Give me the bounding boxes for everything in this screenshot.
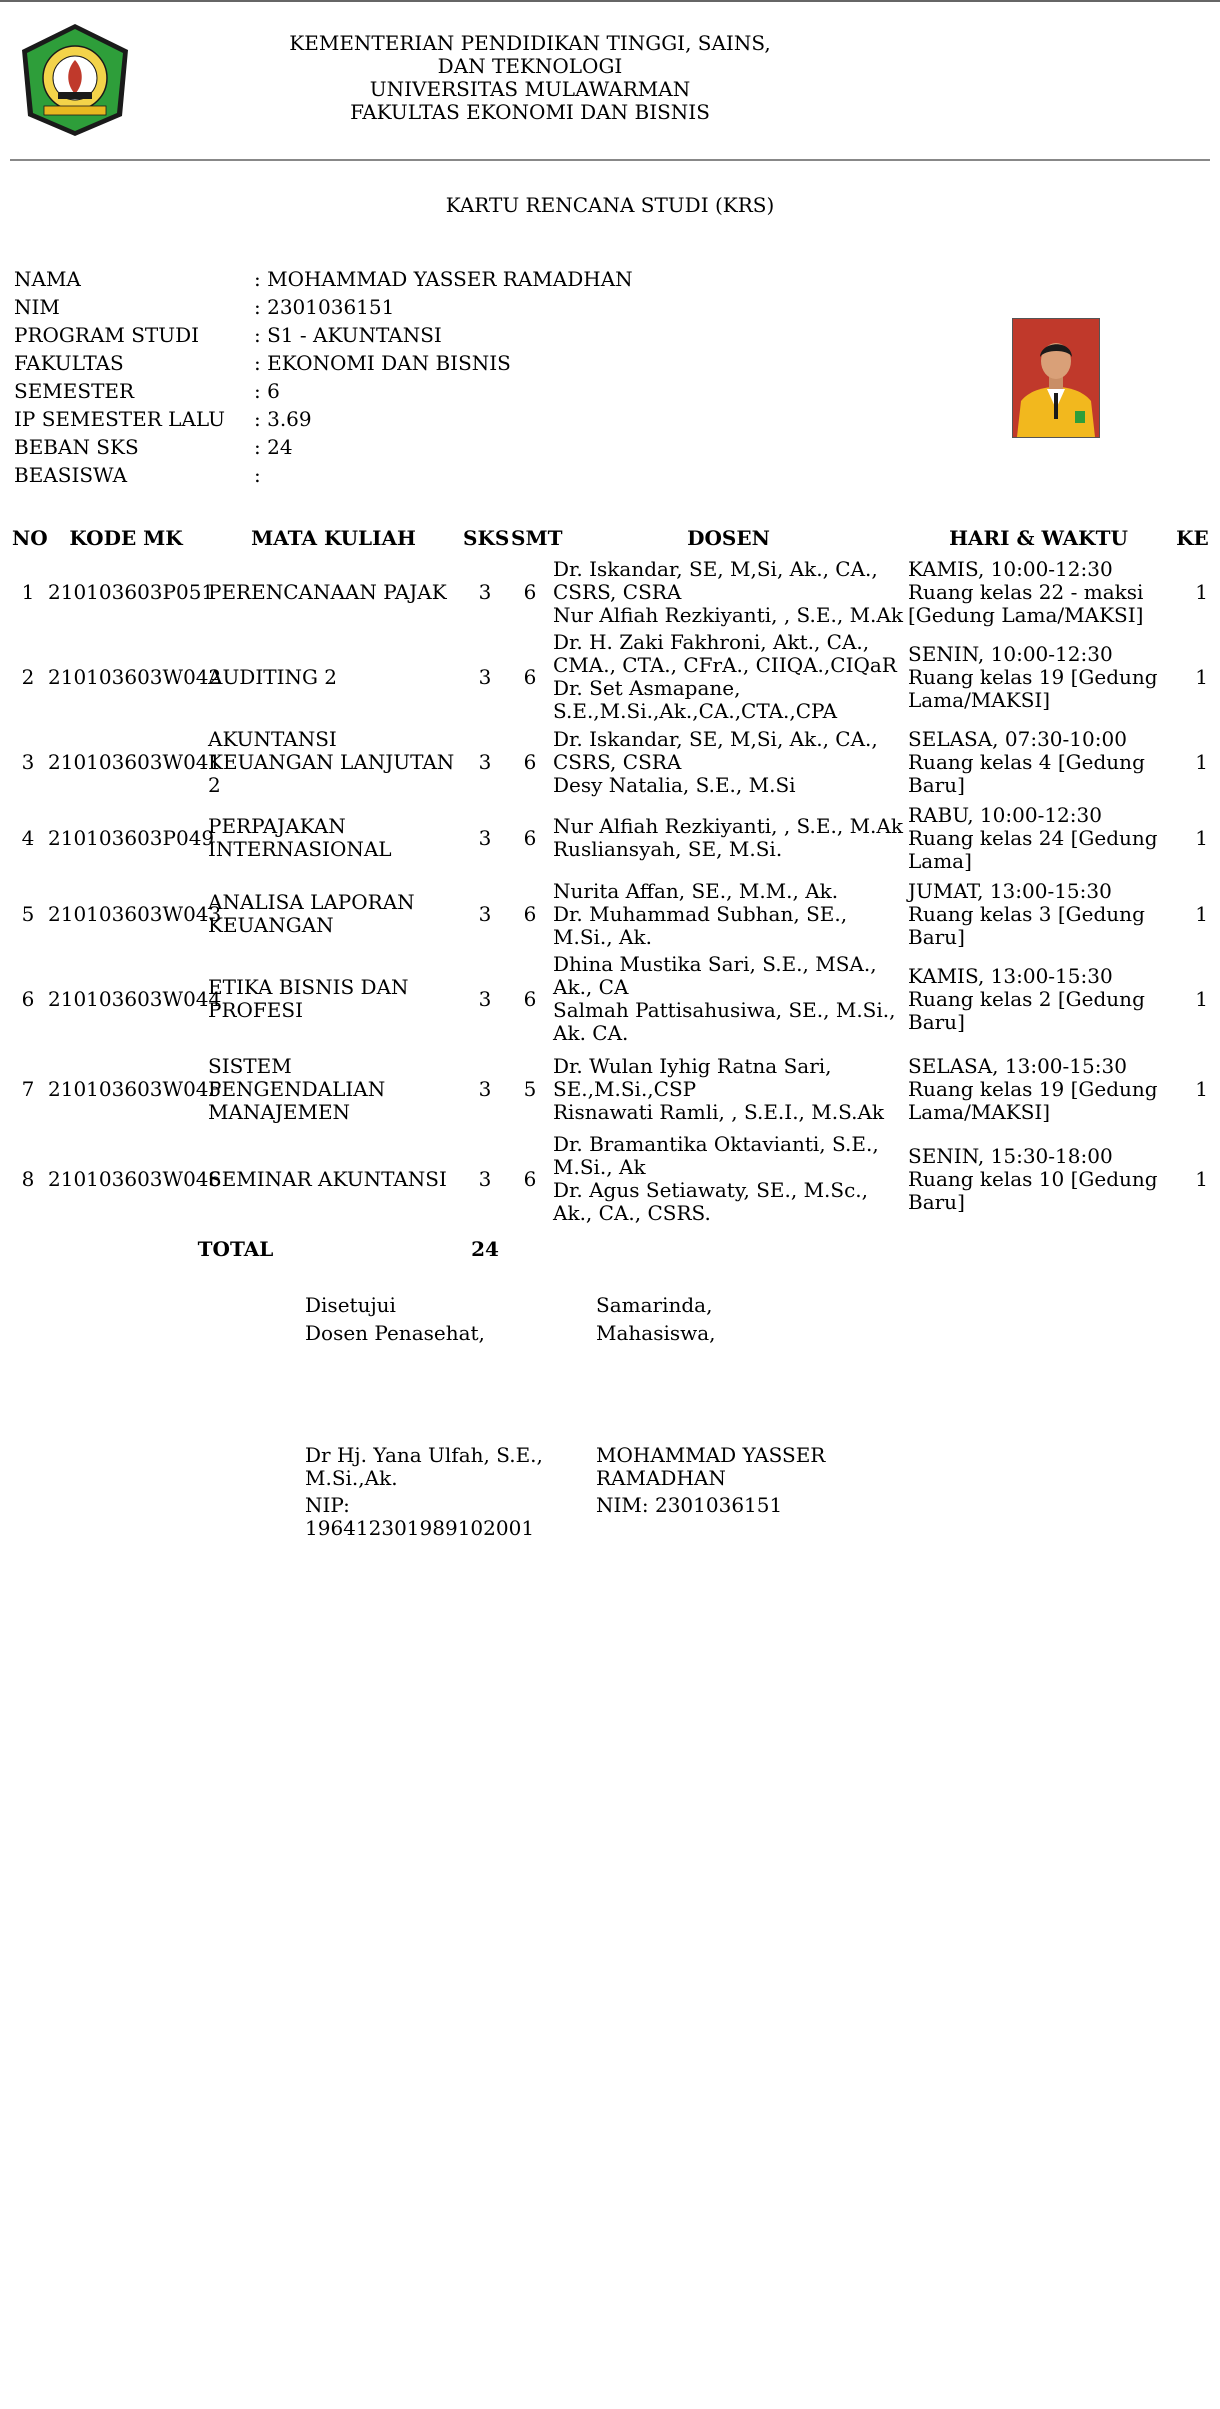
- cell-sks: 3: [478, 901, 492, 926]
- cell-sks: 3: [478, 579, 492, 604]
- info-value: : 6: [254, 379, 280, 403]
- dosen-line: Dr. Iskandar, SE, M,Si, Ak., CA., CSRS, CSRA: [553, 726, 878, 774]
- waktu-line: Ruang kelas 3 [Gedung Baru]: [908, 901, 1145, 949]
- info-label: NAMA: [14, 267, 81, 291]
- table-row: [10, 876, 1214, 952]
- cell-ke: 1: [1195, 825, 1208, 850]
- table-row: [10, 952, 1214, 1046]
- dosen-line: Dhina Mustika Sari, S.E., MSA., Ak., CA: [553, 952, 877, 999]
- cell-smt: 6: [523, 579, 537, 604]
- column-header: DOSEN: [687, 525, 770, 550]
- student-nim: NIM: 2301036151: [596, 1493, 783, 1517]
- sig-role-label: Dosen Penasehat,: [305, 1321, 485, 1345]
- info-value: : EKONOMI DAN BISNIS: [254, 351, 511, 375]
- cell-ke: 1: [1195, 1076, 1208, 1101]
- info-value: : 2301036151: [254, 295, 395, 319]
- header-divider: [10, 159, 1210, 161]
- sig-role-label: Mahasiswa,: [596, 1321, 716, 1345]
- advisor-signature-block: [305, 1294, 575, 1540]
- table-row: [10, 724, 1214, 800]
- cell-ke: 1: [1195, 1166, 1208, 1191]
- cell-kode: 210103603W046: [48, 1166, 222, 1191]
- waktu-line: Ruang kelas 22 - maksi [Gedung Lama/MAKSI]: [908, 579, 1144, 627]
- cell-kode: 210103603W042: [48, 664, 222, 689]
- advisor-name: Dr Hj. Yana Ulfah, S.E., M.Si.,Ak.: [305, 1443, 543, 1490]
- table-row: [10, 1046, 1214, 1132]
- cell-no: 6: [21, 986, 35, 1011]
- sig-approved-label: Disetujui: [305, 1293, 396, 1317]
- info-value: : S1 - AKUNTANSI: [254, 323, 442, 347]
- info-label: BEASISWA: [14, 463, 128, 487]
- cell-mata-kuliah: SEMINAR AKUNTANSI: [208, 1166, 447, 1191]
- dosen-line: Dr. Bramantika Oktavianti, S.E., M.Si., Ak: [553, 1132, 879, 1179]
- cell-waktu: [906, 1132, 1171, 1226]
- sig-place-label: Samarinda,: [596, 1293, 713, 1317]
- header-line: DAN TEKNOLOGI: [437, 54, 623, 78]
- university-logo: [14, 20, 136, 140]
- cell-sks: 3: [478, 664, 492, 689]
- cell-ke: 1: [1195, 986, 1208, 1011]
- column-header: HARI & WAKTU: [949, 525, 1128, 550]
- dosen-line: Dr. Muhammad Subhan, SE., M.Si., Ak.: [553, 901, 848, 949]
- column-header: NO: [12, 525, 48, 550]
- top-border: [0, 0, 1220, 2]
- cell-mata-kuliah: SISTEM PENGENDALIAN MANAJEMEN: [208, 1053, 386, 1124]
- table-row: [10, 630, 1214, 724]
- cell-sks: 3: [478, 1166, 492, 1191]
- column-header: KE: [1176, 525, 1209, 550]
- cell-dosen: [551, 554, 906, 630]
- dosen-line: Desy Natalia, S.E., M.Si: [553, 772, 796, 797]
- waktu-line: SENIN, 15:30-18:00: [908, 1143, 1113, 1168]
- waktu-line: SELASA, 13:00-15:30: [908, 1053, 1127, 1078]
- cell-dosen: [551, 952, 906, 1046]
- cell-dosen: [551, 800, 906, 876]
- signature-space: [305, 1350, 575, 1444]
- dosen-line: Dr. Set Asmapane, S.E.,M.Si.,Ak.,CA.,CTA.,CPA: [553, 676, 838, 723]
- column-header: KODE MK: [69, 525, 183, 550]
- waktu-line: KAMIS, 13:00-15:30: [908, 963, 1113, 988]
- cell-no: 2: [21, 664, 35, 689]
- cell-waktu: [906, 876, 1171, 952]
- dosen-line: Nur Alfiah Rezkiyanti, , S.E., M.Ak: [553, 602, 903, 627]
- table-row: [10, 554, 1214, 630]
- info-label: FAKULTAS: [14, 351, 124, 375]
- waktu-line: Ruang kelas 10 [Gedung Baru]: [908, 1166, 1158, 1214]
- signature-space: [596, 1350, 856, 1444]
- cell-smt: 6: [523, 749, 537, 774]
- student-photo: [1012, 318, 1100, 438]
- info-label: BEBAN SKS: [14, 435, 139, 459]
- cell-sks: 3: [478, 1076, 492, 1101]
- dosen-line: Dr. Wulan Iyhig Ratna Sari, SE.,M.Si.,CSP: [553, 1053, 832, 1101]
- cell-smt: 6: [523, 1166, 537, 1191]
- cell-no: 4: [21, 825, 35, 850]
- info-label: PROGRAM STUDI: [14, 323, 200, 347]
- cell-smt: 6: [523, 664, 537, 689]
- cell-sks: 3: [478, 986, 492, 1011]
- document-title: KARTU RENCANA STUDI (KRS): [445, 193, 775, 217]
- course-table: [10, 522, 1214, 1272]
- waktu-line: SENIN, 10:00-12:30: [908, 641, 1113, 666]
- student-name: MOHAMMAD YASSER RAMADHAN: [596, 1443, 826, 1490]
- dosen-line: Dr. Agus Setiawaty, SE., M.Sc., Ak., CA., CSRS.: [553, 1178, 869, 1225]
- info-value: : MOHAMMAD YASSER RAMADHAN: [254, 267, 633, 291]
- dosen-line: Salmah Pattisahusiwa, SE., M.Si., Ak. CA.: [553, 998, 896, 1045]
- cell-dosen: [551, 876, 906, 952]
- waktu-line: KAMIS, 10:00-12:30: [908, 556, 1113, 581]
- header-line: KEMENTERIAN PENDIDIKAN TINGGI, SAINS,: [289, 31, 771, 55]
- cell-mata-kuliah: AUDITING 2: [208, 664, 338, 689]
- cell-kode: 210103603P049: [48, 825, 215, 850]
- column-header: SMT: [511, 525, 563, 550]
- cell-no: 1: [21, 579, 35, 604]
- waktu-line: RABU, 10:00-12:30: [908, 802, 1102, 827]
- waktu-line: Ruang kelas 24 [Gedung Lama]: [908, 825, 1158, 873]
- column-header: MATA KULIAH: [251, 525, 416, 550]
- cell-dosen: [551, 630, 906, 724]
- dosen-line: Nur Alfiah Rezkiyanti, , S.E., M.Ak: [553, 814, 903, 838]
- cell-mata-kuliah: PERENCANAAN PAJAK: [208, 579, 447, 604]
- total-label: TOTAL: [197, 1236, 274, 1261]
- cell-smt: 6: [523, 986, 537, 1011]
- cell-no: 3: [21, 749, 35, 774]
- column-header: SKS: [463, 525, 510, 550]
- cell-no: 8: [21, 1166, 35, 1191]
- info-value: :: [254, 463, 261, 487]
- cell-ke: 1: [1195, 749, 1208, 774]
- info-label: NIM: [14, 295, 60, 319]
- dosen-line: Risnawati Ramli, , S.E.I., M.S.Ak: [553, 1099, 885, 1124]
- cell-waktu: [906, 952, 1171, 1046]
- table-row: [10, 800, 1214, 876]
- cell-kode: 210103603W044: [48, 986, 222, 1011]
- waktu-line: Ruang kelas 4 [Gedung Baru]: [908, 749, 1145, 797]
- cell-kode: 210103603W045: [48, 1076, 222, 1101]
- institution-header: [260, 32, 800, 124]
- cell-dosen: [551, 1046, 906, 1132]
- cell-no: 7: [21, 1076, 35, 1101]
- cell-ke: 1: [1195, 901, 1208, 926]
- cell-ke: 1: [1195, 664, 1208, 689]
- cell-kode: 210103603W041: [48, 749, 222, 774]
- info-label: SEMESTER: [14, 379, 135, 403]
- cell-kode: 210103603W043: [48, 901, 222, 926]
- cell-waktu: [906, 1046, 1171, 1132]
- header-line: UNIVERSITAS MULAWARMAN: [369, 77, 691, 101]
- waktu-line: SELASA, 07:30-10:00: [908, 726, 1127, 751]
- cell-waktu: [906, 630, 1171, 724]
- cell-mata-kuliah: ANALISA LAPORAN KEUANGAN: [208, 890, 415, 937]
- cell-sks: 3: [478, 749, 492, 774]
- advisor-nip: NIP: 196412301989102001: [305, 1493, 535, 1540]
- waktu-line: Ruang kelas 19 [Gedung Lama/MAKSI]: [908, 1076, 1158, 1124]
- header-line: FAKULTAS EKONOMI DAN BISNIS: [350, 100, 710, 124]
- dosen-line: Nurita Affan, SE., M.M., Ak.: [553, 878, 839, 903]
- dosen-line: Dr. Iskandar, SE, M,Si, Ak., CA., CSRS, CSRA: [553, 556, 878, 604]
- total-row: [10, 1226, 1214, 1272]
- cell-mata-kuliah: AKUNTANSI KEUANGAN LANJUTAN 2: [208, 726, 455, 797]
- dosen-line: Rusliansyah, SE, M.Si.: [553, 837, 783, 861]
- table-header-row: [10, 522, 1214, 554]
- cell-waktu: [906, 800, 1171, 876]
- table-row: [10, 1132, 1214, 1226]
- info-value: : 24: [254, 435, 293, 459]
- info-label: IP SEMESTER LALU: [14, 407, 225, 431]
- info-value: : 3.69: [254, 407, 312, 431]
- cell-kode: 210103603P051: [48, 579, 215, 604]
- cell-dosen: [551, 1132, 906, 1226]
- waktu-line: Ruang kelas 2 [Gedung Baru]: [908, 986, 1145, 1034]
- cell-smt: 6: [523, 825, 537, 850]
- cell-mata-kuliah: PERPAJAKAN INTERNASIONAL: [208, 814, 392, 861]
- dosen-line: Dr. H. Zaki Fakhroni, Akt., CA., CMA., CTA., CFrA., CIIQA.,CIQaR: [553, 630, 897, 677]
- cell-no: 5: [21, 901, 35, 926]
- cell-waktu: [906, 554, 1171, 630]
- waktu-line: JUMAT, 13:00-15:30: [908, 878, 1112, 903]
- waktu-line: Ruang kelas 19 [Gedung Lama/MAKSI]: [908, 664, 1158, 712]
- cell-waktu: [906, 724, 1171, 800]
- student-signature-block: [596, 1294, 856, 1517]
- total-sks: 24: [471, 1236, 499, 1261]
- cell-smt: 5: [523, 1076, 537, 1101]
- cell-ke: 1: [1195, 579, 1208, 604]
- cell-dosen: [551, 724, 906, 800]
- cell-sks: 3: [478, 825, 492, 850]
- cell-smt: 6: [523, 901, 537, 926]
- cell-mata-kuliah: ETIKA BISNIS DAN PROFESI: [208, 975, 409, 1022]
